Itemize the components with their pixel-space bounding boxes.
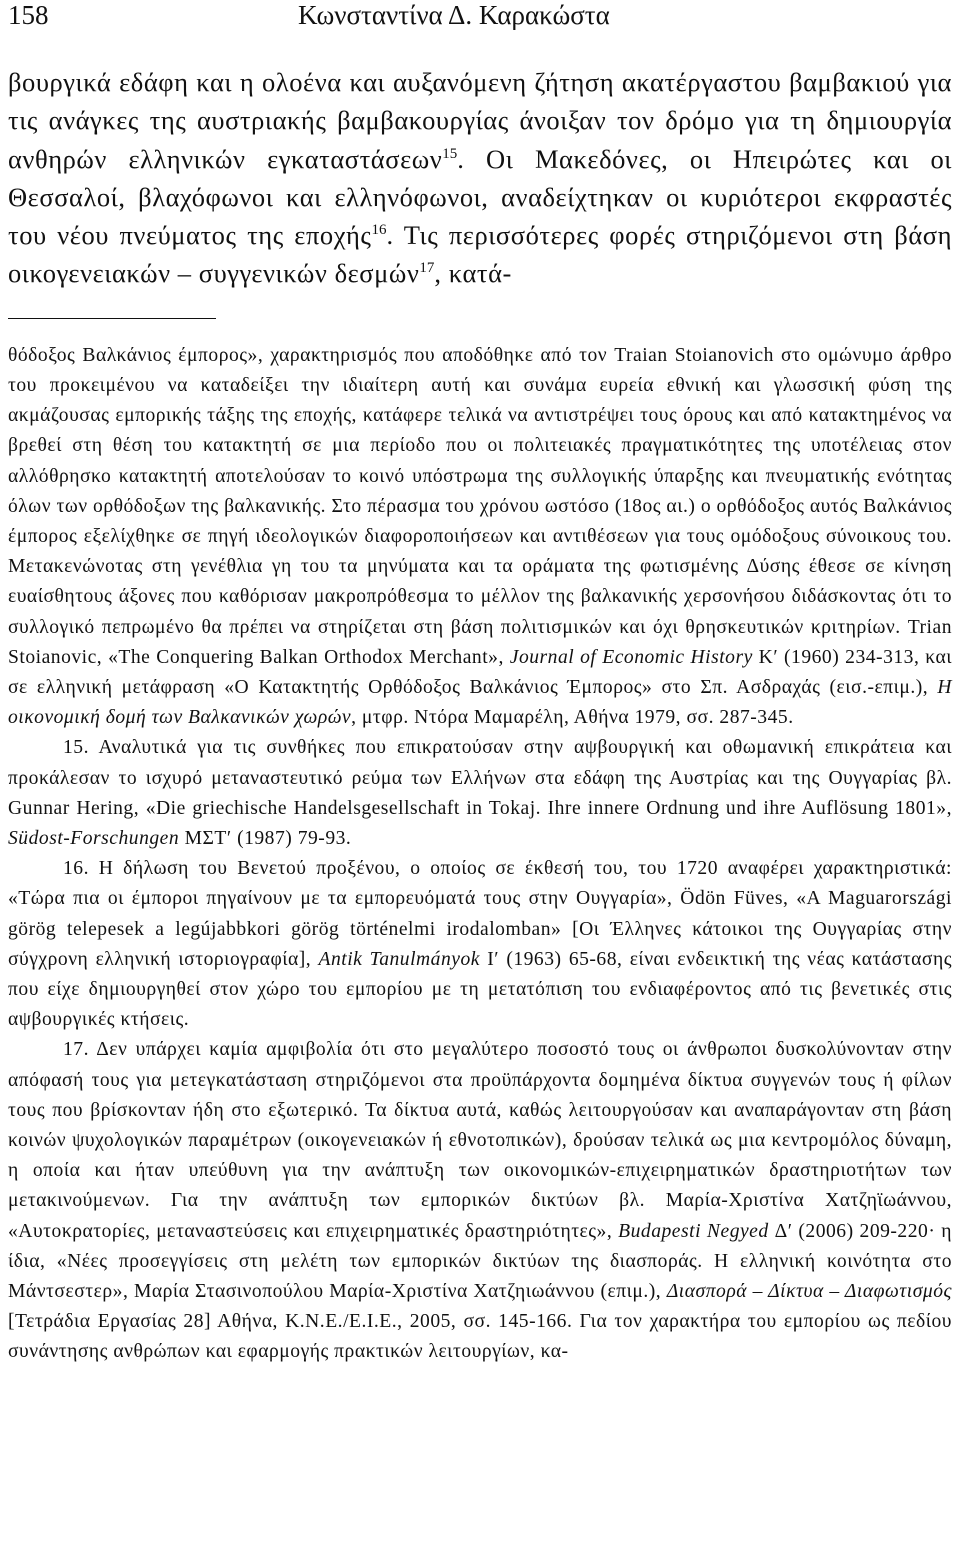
footnote-text: 16. Η δήλωση του Βενετού προξένου, ο οποίος σε έκθεσή του, του 1720 αναφέρει χαρακτηριστικά: «Τώρα πια οι έμποροι πηγαίνουν με τα εμπορευόματά τους στην Ουγγαρία», Ödön Füves, «A Maguarországi görög telepesek a legújabbkori görög történelmi irodalomban» [Οι Έλληνες κάτοικοι της Ουγγαρίας στην σύγχρονη ελληνική ιστοριογραφία], [8, 858, 952, 970]
main-text-part: βουργικά εδάφη και η ολοένα και αυξανόμενη ζήτηση ακατέργαστου βαμβακιού για τις ανάγκες της αυστριακής βαμβακουργίας άνοιξαν τον δρόμο για τη δημιουργία ανθηρών ελληνικών εγκαταστάσεων [8, 67, 952, 174]
footnote-separator [8, 318, 216, 319]
footnote-text: Κ′ (1960) 234-313, και σε ελληνική μετάφραση «Ο Κατακτητής Ορθόδοξος Βαλκάνιος Έμπορος» στο Σπ. Ασδραχάς (εισ.-επιμ.), [8, 646, 952, 699]
footnote-ref-16[interactable]: 16 [371, 222, 387, 239]
journal-title: Budapesti Negyed [618, 1220, 769, 1242]
footnote-text: Δ′ (2006) 209-220· η ίδια, «Νέες προσεγγίσεις στη μελέτη των εμπορικών δικτύων της διασποράς. Η ελληνική κοινότητα στο Μάντσεστερ», Μαρία Στασινοπούλου Μαρία-Χριστίνα Χατζηιωάννου (επιμ.), [8, 1220, 953, 1303]
main-text-part: . Τις περισσότερες φορές στηριζόμενοι στη βάση οικογενειακών – συγγενικών δεσμών [8, 220, 952, 289]
footnote-text: , μτφρ. Ντόρα Μαμαρέλη, Αθήνα 1979, σσ. 287-345. [351, 707, 794, 729]
book-title: Διασπορά – Δίκτυα – Διαφωτισμός [666, 1281, 952, 1303]
footnote-text: θόδοξος Βαλκάνιος έμπορος», χαρακτηρισμός που αποδόθηκε από τον Traian Stoianovich στο ομώνυμο άρθρο του προκειμένου να καταδείξει την ιδιαίτερη αυτή και συνάμα ευρεία εθνική και γλωσσική φύση της ακμάζουσας εμπορικής τάξης της εποχής, κατάφερε τελικά να αντιστρέψει τους όρους και από κατακτημένος να βρεθεί στη θέση του κατακτητή σε μια περίοδο που οι πολιτειακές πραγματικότητες της υποτέλειας στον αλλόθρησκο κατακτητή αποτελούσαν το κοινό υπόστρωμα της συλλογικής ύπαρξης και πνευματικής ενότητας όλων των ορθόδοξων της βαλκανικής. Στο πέρασμα του χρόνου ωστόσο (18ος αι.) ο ορθόδοξος αυτός Βαλκάνιος έμπορος εξελίχθηκε σε πηγή ιδεολογικών διαφοροποιήσεων και αντιθέσεων για τους ομόδοξους σύνοικους του. Μετακενώνοτας στη γενέθλια γη του τα μηνύματα και τα οράματα της φωτισμένης Δύσης έθεσε σε κίνηση ευαίσθητους άξονες που καθόρισαν μακροπρόθεσμα το μέλλον της βαλκανικής χερσονήσου διδάσκοντας ότι το συλλογικό πεπρωμένο θα πρέπει να στηρίζεται στη βάση πολιτισμικών και όχι θρησκευτικών κριτηρίων. Trian Stoianovic, «The Conquering Balkan Orthodox Merchant», [8, 344, 952, 668]
footnote-text: 17. Δεν υπάρχει καμία αμφιβολία ότι στο μεγαλύτερο ποσοστό τους οι άνθρωποι δυσκολύνονταν στην απόφασή τους για μετεγκατάσταση στηριζόμενοι στα προϋπάρχοντα δομημένα δίκτυα συγγενών τους ή φίλων τους που βρίσκονταν ήδη στο εξωτερικό. Τα δίκτυα αυτά, καθώς λειτουργούσαν και αναπαράγονταν στη βάση κοινών ψυχολογικών παραμέτρων (οικογενειακών ή εθνοτοπικών), δρούσαν τελικά ως μια κεντρομόλος δύναμη, η οποία και ήταν υπεύθυνη για την ανάπτυξη των οικονομικών-επιχειρηματικών δραστηριοτήτων των μετακινούμενων. Για την ανάπτυξη των εμπορικών δικτύων βλ. Μαρία-Χριστίνα Χατζηϊωάννου, «Αυτοκρατορίες, μεταναστεύσεις και επιχειρηματικές δραστηριότητες», [8, 1039, 952, 1242]
footnotes [8, 341, 952, 1368]
main-text-part: , κατά- [434, 258, 512, 289]
footnote-15 [8, 733, 952, 854]
journal-title: Journal of Economic History [509, 646, 753, 668]
page-header [8, 0, 952, 36]
running-head: Κωνσταντίνα Δ. Καρακώστα [298, 0, 610, 30]
book-title: Η οικονομική δομή των Βαλκανικών χωρών [8, 677, 952, 729]
footnote-16 [8, 854, 952, 1035]
footnote-ref-15[interactable]: 15 [442, 145, 458, 162]
footnote-14-continued [8, 341, 952, 734]
footnote-text: ΜΣΤ′ (1987) 79-93. [179, 828, 352, 850]
footnote-17 [8, 1035, 952, 1367]
footnote-text: 15. Αναλυτικά για τις συνθήκες που επικρατούσαν στην αψβουργική και οθωμανική επικράτεια και προκάλεσαν το ισχυρό μεταναστευτικό ρεύμα των Ελλήνων στα εδάφη της Αυστρίας και της Ουγγαρίας βλ. Gunnar Hering, «Die griechische Handelsgesellschaft in Tokaj. Ihre innere Ordnung und ihre Auflösung 1801», [8, 737, 952, 819]
page-number: 158 [8, 0, 49, 30]
footnote-text: Ι′ (1963) 65-68, είναι ενδεικτική της νέας κατάστασης που είχε δημιουργηθεί στον χώρο του εμπορίου με τη μετατόπιση του ενδιαφέροντος από τις βενετικές στις αψβουργικές κτήσεις. [8, 948, 952, 1031]
footnote-text: [Τετράδια Εργασίας 28] Αθήνα, Κ.Ν.Ε./Ε.Ι.Ε., 2005, σσ. 145-166. Για τον χαρακτήρα του εμπορίου ως πεδίου συνάντησης ανθρώπων και εφαρμογής πρακτικών λειτουργίων, κα- [8, 1311, 952, 1363]
journal-title: Südost-Forschungen [8, 828, 180, 850]
journal-title: Antik Tanulmányok [318, 948, 480, 970]
footnote-ref-17[interactable]: 17 [419, 260, 435, 277]
main-paragraph [8, 63, 952, 293]
main-text-part: . Οι Μακεδόνες, οι Ηπειρώτες και οι Θεσσαλοί, βλαχόφωνοι και ελληνόφωνοι, αναδείχτηκαν οι κυριότεροι εκφραστές του νέου πνεύματος της εποχής [8, 143, 952, 251]
